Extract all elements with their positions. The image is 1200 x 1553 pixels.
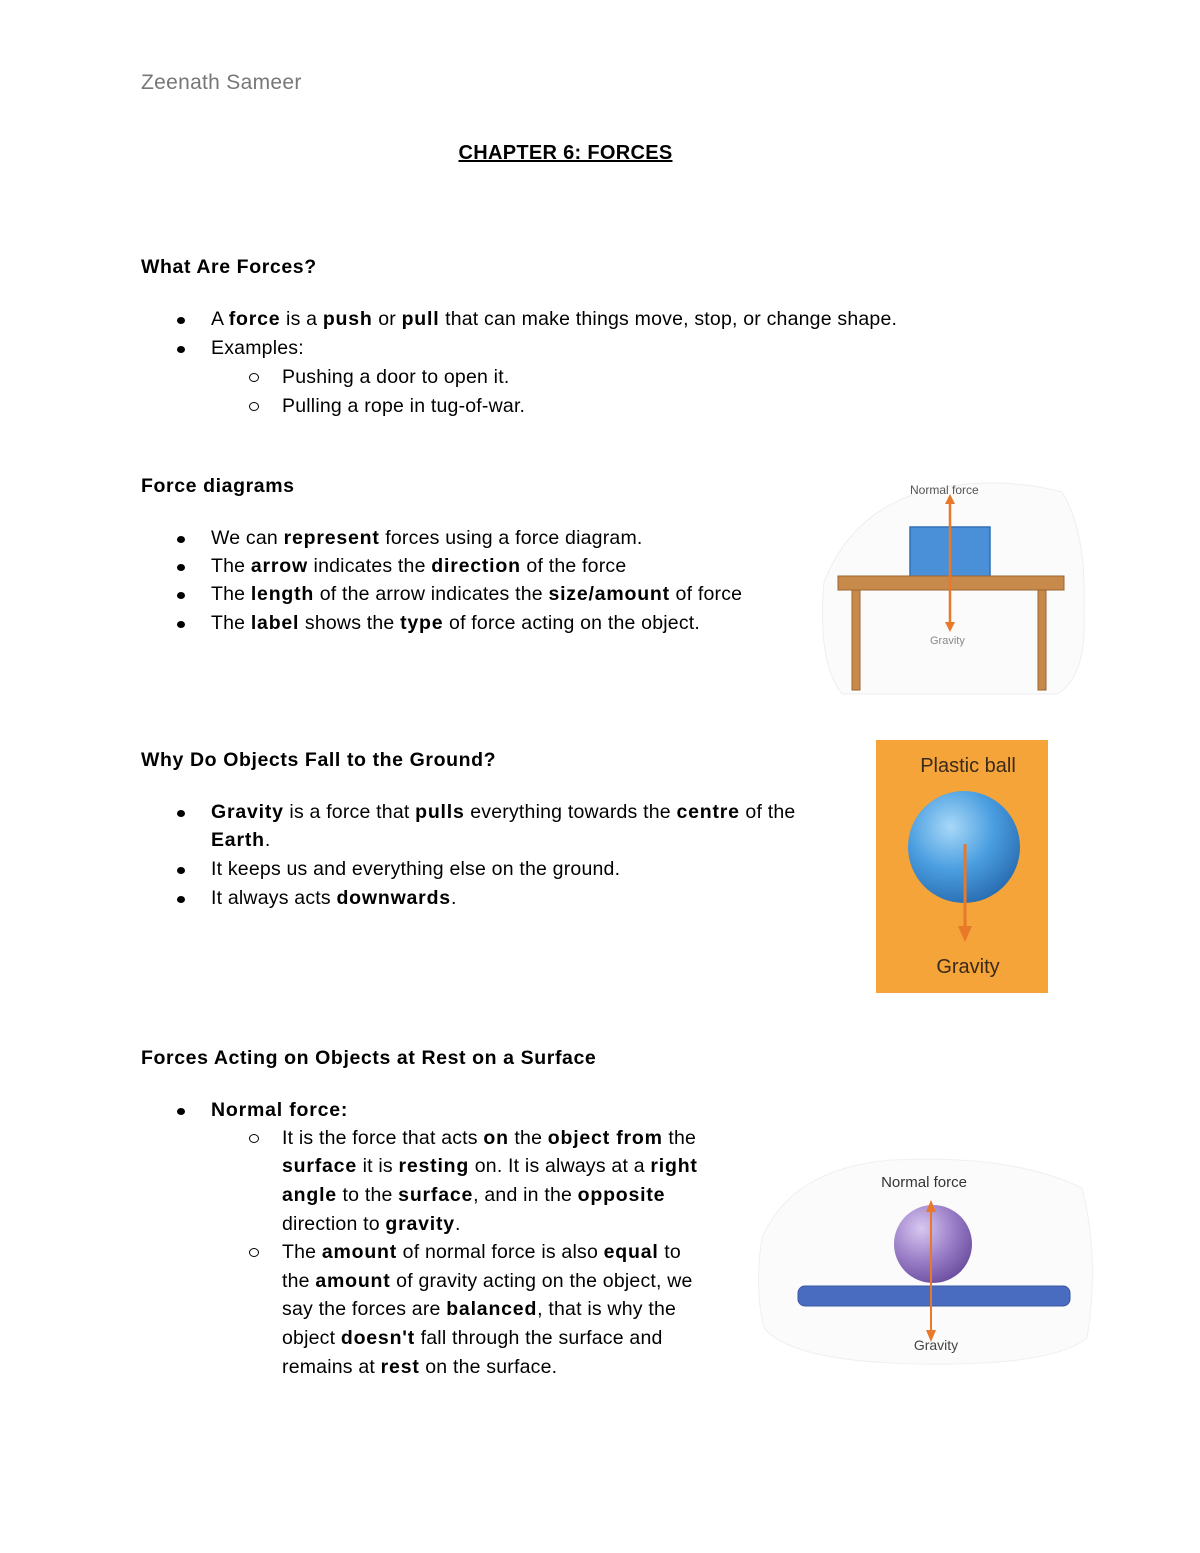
list-item: It keeps us and everything else on the ground. <box>211 855 620 884</box>
bullet-dot <box>177 592 185 599</box>
sub-list-item: Pushing a door to open it. <box>282 363 509 392</box>
list-item: Normal force: <box>211 1096 348 1125</box>
section-heading-forces-at-rest: Forces Acting on Objects at Rest on a Surface <box>141 1047 597 1069</box>
bullet-dot <box>177 564 185 571</box>
list-item: The label shows the type of force acting on the object. <box>211 609 700 638</box>
gravity-label: Gravity <box>913 1337 959 1353</box>
author-name: Zeenath Sameer <box>141 71 302 94</box>
bullet-circle <box>249 373 259 382</box>
chapter-title: CHAPTER 6: FORCES <box>458 142 673 164</box>
sub-list-item-continuation: say the forces are balanced, that is why the <box>282 1298 677 1320</box>
bullet-circle <box>249 402 259 411</box>
bullet-dot <box>177 536 185 543</box>
sub-list-item-continuation: object doesn't fall through the surface and <box>282 1327 663 1349</box>
section-heading-force-diagrams: Force diagrams <box>141 475 295 497</box>
purple-ball <box>894 1205 972 1283</box>
list-item: It always acts downwards. <box>211 884 457 913</box>
list-item: We can represent forces using a force diagram. <box>211 524 643 553</box>
normal-force-label: Normal force <box>881 1174 967 1191</box>
list-item: The arrow indicates the direction of the force <box>211 552 626 581</box>
gravity-label: Gravity <box>936 956 1000 978</box>
bullet-dot <box>177 346 185 353</box>
plastic-ball-label: Plastic ball <box>920 755 1016 777</box>
list-item-continuation: Earth. <box>211 829 271 851</box>
section-heading-why-objects-fall: Why Do Objects Fall to the Ground? <box>141 749 497 771</box>
sub-list-item: It is the force that acts on the object from the <box>282 1124 696 1153</box>
sub-list-item-continuation: surface it is resting on. It is always at a right <box>282 1155 698 1177</box>
bullet-dot <box>177 810 185 817</box>
bullet-circle <box>249 1134 259 1143</box>
sub-list-item: Pulling a rope in tug-of-war. <box>282 392 525 421</box>
bullet-circle <box>249 1248 259 1257</box>
bullet-dot <box>177 867 185 874</box>
list-item: Examples: <box>211 334 304 363</box>
list-item: The length of the arrow indicates the size/amount of force <box>211 580 742 609</box>
sub-list-item-continuation: angle to the surface, and in the opposite <box>282 1184 666 1206</box>
surface <box>798 1286 1070 1306</box>
table-leg-left <box>852 590 860 690</box>
table-leg-right <box>1038 590 1046 690</box>
bullet-dot <box>177 896 185 903</box>
bullet-dot <box>177 621 185 628</box>
bullet-dot <box>177 1108 185 1115</box>
sub-list-item-continuation: the amount of gravity acting on the object, we <box>282 1270 693 1292</box>
list-item: A force is a push or pull that can make things move, stop, or change shape. <box>211 305 897 334</box>
bullet-dot <box>177 317 185 324</box>
normal-force-label: Normal force <box>910 483 979 497</box>
ball-on-surface-diagram <box>752 1148 1102 1370</box>
gravity-label: Gravity <box>930 635 965 647</box>
table-force-diagram <box>812 472 1092 697</box>
section-heading-what-are-forces: What Are Forces? <box>141 256 317 278</box>
plastic-ball-diagram <box>876 740 1048 993</box>
sub-list-item-continuation: direction to gravity. <box>282 1213 461 1235</box>
list-item: Gravity is a force that pulls everything towards the centre of the <box>211 798 795 827</box>
sub-list-item: The amount of normal force is also equal to <box>282 1238 681 1267</box>
sub-list-item-continuation: remains at rest on the surface. <box>282 1356 558 1378</box>
